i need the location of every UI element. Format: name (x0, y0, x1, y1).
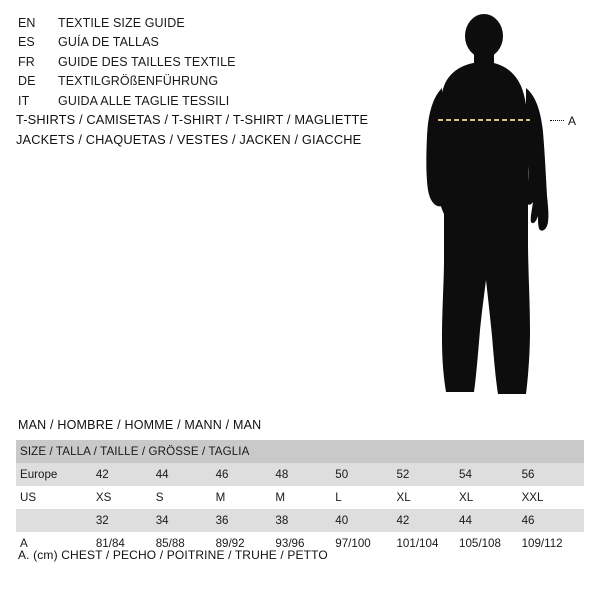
table-cell: M (275, 486, 335, 509)
language-text: GUIDA ALLE TAGLIE TESSILI (58, 93, 230, 108)
table-cell: 109/112 (522, 532, 584, 555)
category-headings (16, 110, 436, 150)
language-list (18, 14, 378, 111)
table-row (16, 463, 584, 486)
footnote: A. (cm) CHEST / PECHO / POITRINE / TRUHE / PETTO (18, 548, 328, 562)
table-cell: XS (96, 486, 156, 509)
marker-label-a: A (568, 114, 577, 128)
table-cell: 105/108 (459, 532, 522, 555)
language-text: GUÍA DE TALLAS (58, 35, 159, 50)
marker-leader-dots (550, 120, 564, 121)
row-label: Europe (16, 463, 96, 486)
table-cell: 97/100 (335, 532, 396, 555)
table-cell: XXL (522, 486, 584, 509)
row-label: US (16, 486, 96, 509)
category-tshirts: T-SHIRTS / CAMISETAS / T-SHIRT / T-SHIRT / MAGLIETTE (16, 112, 369, 127)
table-cell: 44 (156, 463, 216, 486)
table-header-row (16, 440, 584, 463)
language-text: TEXTILGRÖßENFÜHRUNG (58, 74, 219, 89)
language-code: EN (18, 16, 36, 30)
language-code: ES (18, 35, 35, 50)
language-row (18, 53, 378, 72)
table-cell: 46 (216, 463, 276, 486)
table-cell: 48 (275, 463, 335, 486)
table-cell: M (216, 486, 276, 509)
table-cell: 52 (396, 463, 459, 486)
language-code: FR (18, 54, 35, 69)
table-cell: 93/96 (275, 532, 335, 555)
table-cell: 46 (522, 509, 584, 532)
table-cell: 101/104 (396, 532, 459, 555)
table-cell: 81/84 (96, 532, 156, 555)
table-cell: 56 (522, 463, 584, 486)
table-cell: 89/92 (216, 532, 276, 555)
language-text: TEXTILE SIZE GUIDE (58, 16, 185, 30)
table-cell: 42 (96, 463, 156, 486)
row-label (16, 509, 96, 532)
table-cell: 36 (216, 509, 276, 532)
table-header-label: SIZE / TALLA / TAILLE / GRÖSSE / TAGLIA (16, 440, 584, 463)
language-row (18, 14, 378, 33)
table-row (16, 509, 584, 532)
category-jackets: JACKETS / CHAQUETAS / VESTES / JACKEN / GIACCHE (16, 132, 362, 147)
language-text: GUIDE DES TAILLES TEXTILE (58, 54, 236, 69)
table-cell: L (335, 486, 396, 509)
table-cell: 85/88 (156, 532, 216, 555)
table-cell: XL (459, 486, 522, 509)
table-cell: 40 (335, 509, 396, 532)
language-code: IT (18, 93, 30, 108)
language-row (18, 72, 378, 91)
male-silhouette-icon (400, 10, 600, 410)
language-row (18, 92, 378, 111)
body-silhouette-figure (400, 10, 600, 410)
table-cell: 34 (156, 509, 216, 532)
table-cell: 32 (96, 509, 156, 532)
size-table (16, 440, 584, 555)
table-cell: 38 (275, 509, 335, 532)
row-label: A (16, 532, 96, 555)
language-row (18, 33, 378, 52)
table-cell: 50 (335, 463, 396, 486)
table-cell: XL (396, 486, 459, 509)
table-cell: S (156, 486, 216, 509)
table-cell: 44 (459, 509, 522, 532)
table-cell: 42 (396, 509, 459, 532)
table-cell: 54 (459, 463, 522, 486)
table-row (16, 486, 584, 509)
language-code: DE (18, 74, 36, 89)
table-title: MAN / HOMBRE / HOMME / MANN / MAN (18, 418, 262, 432)
